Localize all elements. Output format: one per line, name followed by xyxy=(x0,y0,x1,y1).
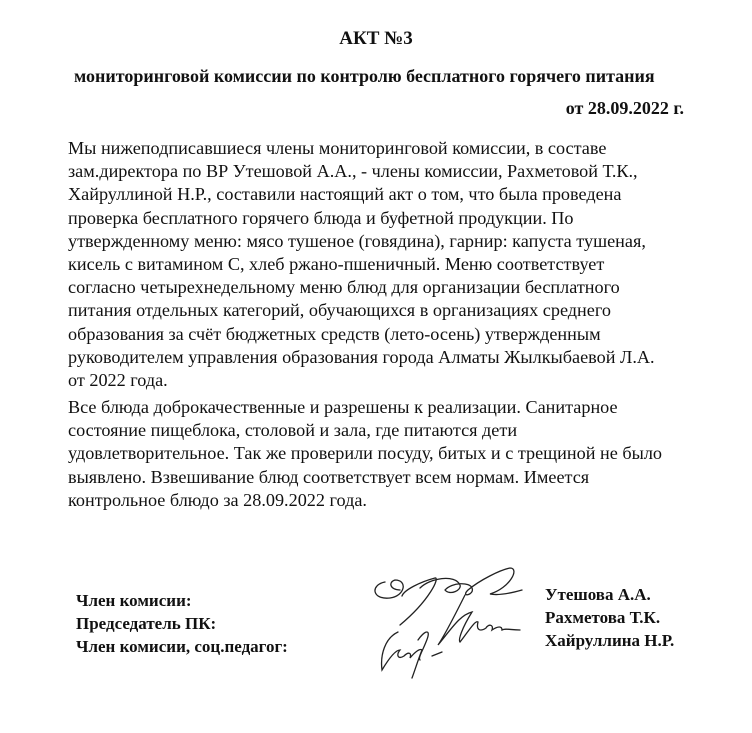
text-line: состояние пищеблока, столовой и зала, где питаются дети xyxy=(68,420,518,441)
role-social-pedagogue: Член комисии, соц.педагог: xyxy=(76,637,288,656)
name-rakhmetova: Рахметова Т.К. xyxy=(545,608,661,627)
signature-roles xyxy=(76,589,288,658)
text-line: кисель с витамином С, хлеб ржано-пшеничный. Меню соответствует xyxy=(68,254,605,275)
role-member: Член комисии: xyxy=(76,591,192,610)
text-line: проверка бесплатного горячего блюда и буфетной продукции. По xyxy=(68,207,574,228)
text-line: от 2022 года. xyxy=(68,370,168,391)
name-khairullina: Хайруллина Н.Р. xyxy=(545,631,675,650)
signature-2 xyxy=(438,595,520,645)
text-line: образования за счёт бюджетных средств (лето-осень) утвержденным xyxy=(68,323,601,344)
paragraph-conclusion xyxy=(68,396,728,512)
text-line: удовлетворительное. Так же проверили посуду, битых и с трещиной не было xyxy=(68,443,662,464)
act-subtitle: мониторинговой комиссии по контролю бесплатного горячего питания xyxy=(74,66,655,86)
text-line: руководителем управления образования города Алматы Жылкыбаевой Л.А. xyxy=(68,346,655,367)
text-line: Хайруллиной Н.Р., составили настоящий акт о том, что была проведена xyxy=(68,184,622,205)
text-line: питания отдельных категорий, обучающихся в организациях среднего xyxy=(68,300,611,321)
act-date: от 28.09.2022 г. xyxy=(565,98,684,118)
text-line: контрольное блюдо за 28.09.2022 года. xyxy=(68,489,367,510)
text-line: согласно четырехнедельному меню блюд для организации бесплатного xyxy=(68,277,620,298)
signature-1 xyxy=(375,568,522,625)
text-line: Все блюда доброкачественные и разрешены к реализации. Санитарное xyxy=(68,397,618,417)
text-line: выявлено. Взвешивание блюд соответствует всем нормам. Имеется xyxy=(68,466,590,487)
act-title: АКТ №3 xyxy=(339,28,413,49)
signature-names xyxy=(545,583,674,652)
handwritten-signatures xyxy=(360,560,550,680)
name-uteshova: Утешова А.А. xyxy=(545,585,651,604)
text-line: Мы нижеподписавшиеся члены мониторинговой комиссии, в составе xyxy=(68,138,607,158)
text-line: зам.директора по ВР Утешовой А.А., - члены комиссии, Рахметовой Т.К., xyxy=(68,161,638,182)
text-line: утвержденному меню: мясо тушеное (говядина), гарнир: капуста тушеная, xyxy=(68,230,646,251)
paragraph-inspection xyxy=(68,137,728,392)
signature-3 xyxy=(382,632,442,678)
role-chairman: Председатель ПК: xyxy=(76,614,217,633)
